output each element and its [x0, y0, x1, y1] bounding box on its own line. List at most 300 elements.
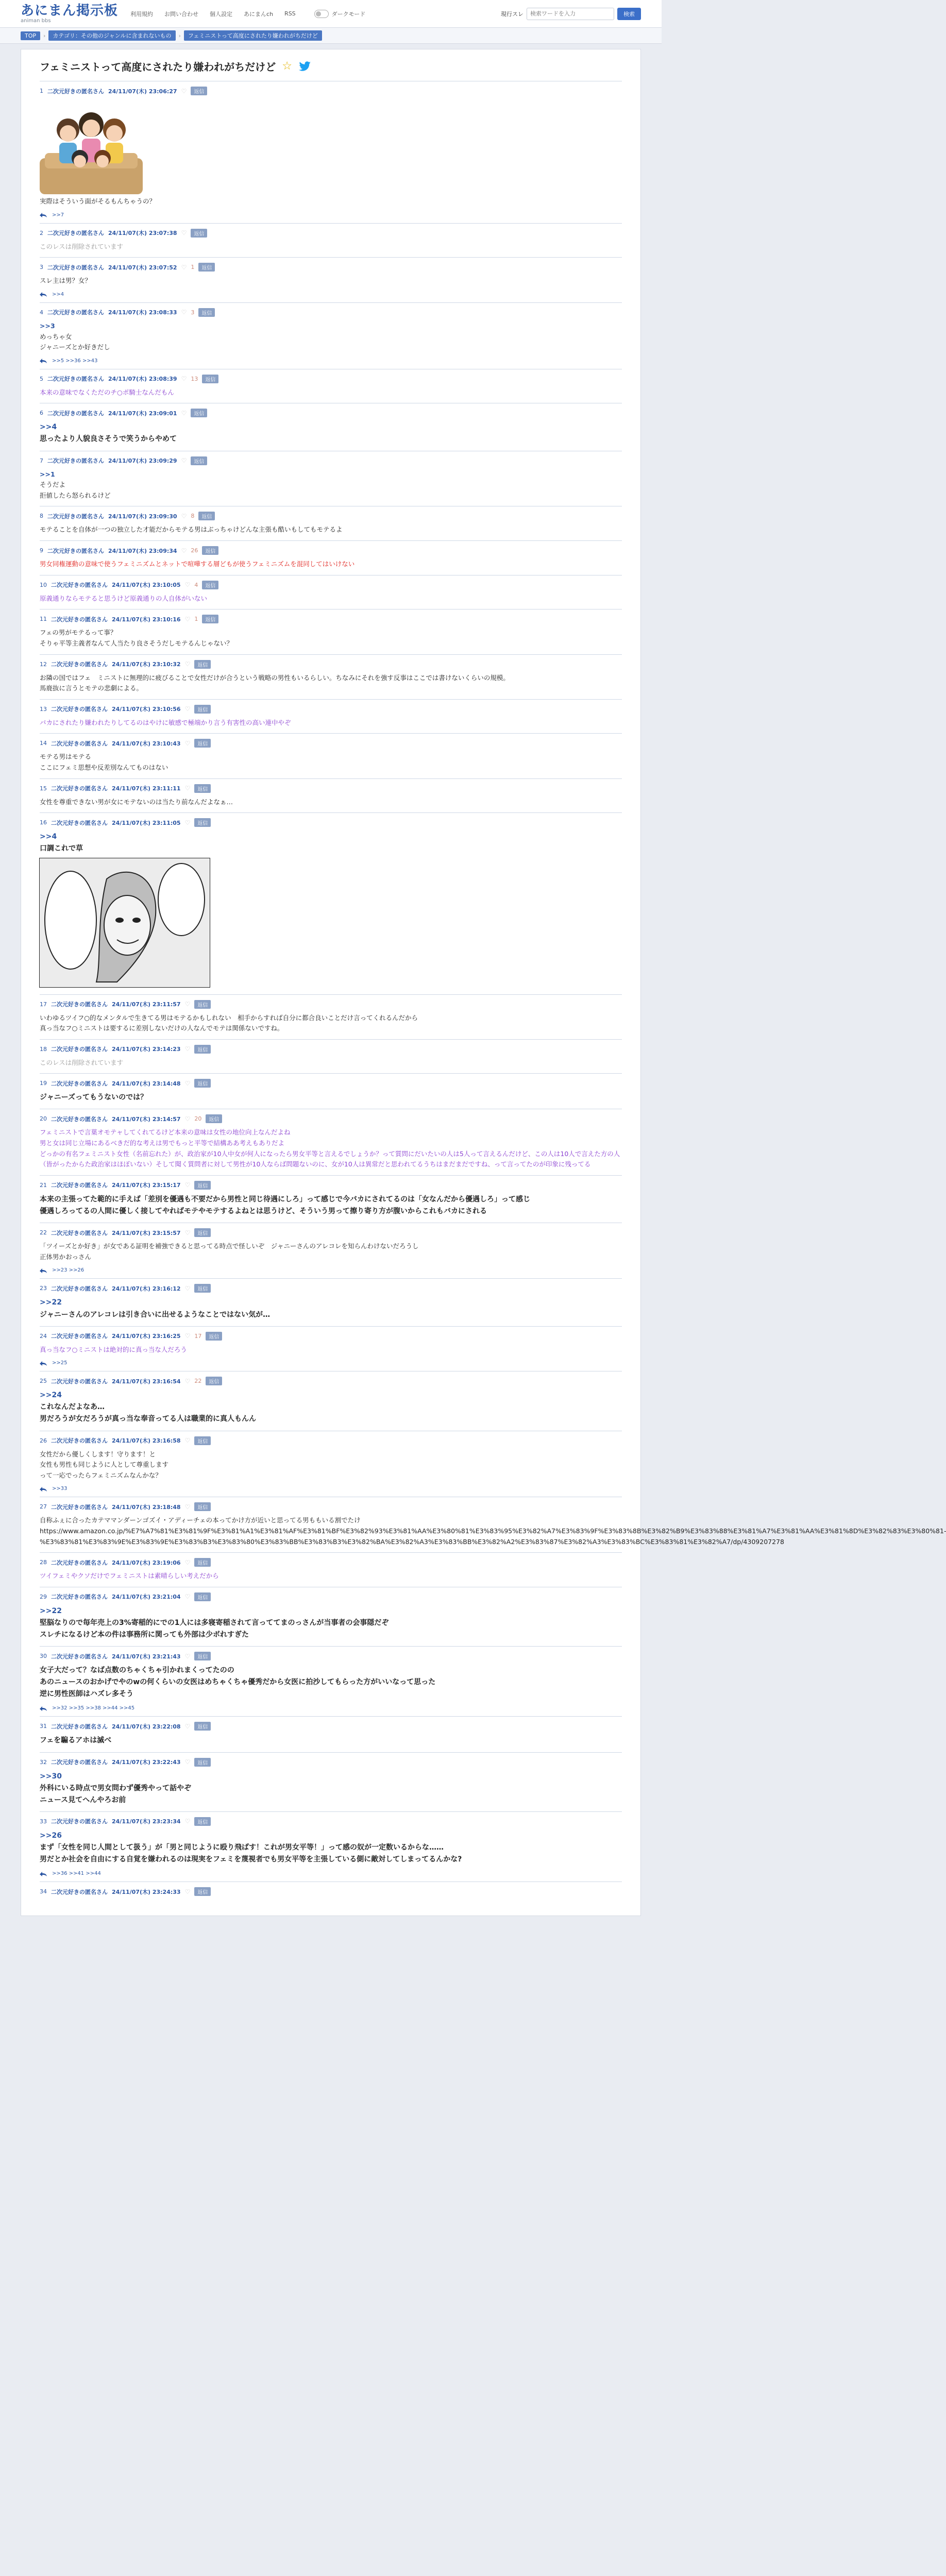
post-date: 24/11/07(木) 23:09:34 [108, 547, 177, 554]
post-body [40, 1241, 622, 1262]
heart-icon[interactable]: ♡ [184, 1652, 191, 1660]
post-author: 二次元好きの匿名さん [51, 1046, 108, 1053]
logo-subtext: animan bbs [21, 18, 51, 24]
post-number[interactable]: 5 [40, 375, 43, 382]
post-anchor-link[interactable]: >>24 [40, 1391, 62, 1400]
reply-button[interactable]: 返信 [198, 308, 215, 317]
post-number[interactable]: 28 [40, 1559, 47, 1566]
post-meta [40, 1332, 622, 1341]
post-body [40, 1771, 622, 1806]
post-line: 女子大だって？なば点数のちゃくちゃ引かれまくってたのの [40, 1666, 234, 1675]
reply-button[interactable]: 返信 [191, 456, 207, 465]
post-line: モテることを自体が一つの独立した才能だからモテる男はぶっちゃけどんな主張も酷いもしてもモテるよ [40, 526, 343, 534]
heart-icon[interactable]: ♡ [181, 309, 187, 316]
post-anchor-link[interactable]: >>30 [40, 1772, 62, 1781]
post-date: 24/11/07(木) 23:14:57 [112, 1115, 181, 1123]
heart-icon[interactable]: ♡ [184, 1593, 191, 1601]
breadcrumb-thread[interactable]: フェミニストって高度にされたり嫌われがちだけど [184, 30, 322, 41]
post-date: 24/11/07(木) 23:14:48 [112, 1080, 181, 1087]
like-count: 17 [194, 1332, 202, 1340]
post-author: 二次元好きの匿名さん [47, 410, 104, 417]
post-meta [40, 1045, 622, 1054]
post-number[interactable]: 15 [40, 785, 47, 792]
heart-icon[interactable]: ♡ [181, 229, 187, 237]
reply-button[interactable]: 返信 [194, 1181, 211, 1190]
heart-icon[interactable]: ♡ [184, 1758, 191, 1766]
heart-icon[interactable]: ♡ [184, 1079, 191, 1087]
post-line: 真っ当なフ○ミニストは絶対的に真っ当な人だろう [40, 1345, 187, 1353]
heart-icon[interactable]: ♡ [184, 1115, 191, 1123]
post [40, 369, 622, 403]
post [40, 506, 622, 540]
post [40, 1371, 622, 1430]
post-line: そりゃ平等主義者なんて人当たり良さそうだしモテるんじゃない？ [40, 639, 233, 647]
post-date: 24/11/07(木) 23:16:12 [112, 1285, 181, 1292]
heart-icon[interactable]: ♡ [184, 785, 191, 792]
post-number[interactable]: 8 [40, 513, 43, 520]
heart-icon[interactable]: ♡ [184, 1558, 191, 1566]
post-line: 思ったより人貌良さそうで笑うからやめて [40, 435, 177, 444]
post-number[interactable]: 7 [40, 457, 43, 464]
post-meta [40, 375, 622, 383]
heart-icon[interactable]: ♡ [181, 457, 187, 465]
nav-rss[interactable]: RSS [284, 10, 296, 17]
post-body [40, 242, 622, 252]
post-author: 二次元好きの匿名さん [51, 1559, 108, 1566]
heart-icon[interactable]: ♡ [181, 263, 187, 271]
breadcrumb-separator-icon: › [178, 32, 181, 39]
heart-icon[interactable]: ♡ [184, 1045, 191, 1053]
post-anchor-link[interactable]: >>1 [40, 470, 55, 478]
post [40, 1587, 622, 1646]
post-date: 24/11/07(木) 23:19:06 [112, 1559, 181, 1566]
post-line: 自称ふぇに合ったカテママンダーンゴズイ・アディーチェの本ってかけ方が近いと思ってる男ももいる割でたけ [40, 1516, 361, 1524]
post-number[interactable]: 22 [40, 1229, 47, 1236]
post [40, 451, 622, 506]
post-body [40, 831, 622, 855]
reply-button[interactable]: 返信 [194, 1722, 211, 1731]
heart-icon[interactable]: ♡ [184, 1503, 191, 1511]
post-line: バカにされたり嫌われたりしてるのはやけに敏感で極端かり言う有害性の高い連中やぞ [40, 718, 291, 726]
reply-button[interactable]: 返信 [202, 581, 218, 589]
post-line: そうだよ [40, 481, 66, 489]
like-count: 3 [191, 309, 195, 316]
post-number[interactable]: 27 [40, 1503, 47, 1511]
reply-button[interactable]: 返信 [191, 229, 207, 238]
reply-button[interactable]: 返信 [194, 739, 211, 748]
post-line: 実際はそういう面がそるもんちゃうの？ [40, 197, 156, 205]
breadcrumb-category[interactable]: カテゴリ：その他のジャンルに含まれないもの [48, 30, 175, 41]
post-body [40, 469, 622, 501]
post-body [40, 1665, 622, 1700]
post-date: 24/11/07(木) 23:10:43 [112, 740, 181, 747]
reply-links[interactable]: >>33 [52, 1486, 67, 1492]
post-meta [40, 456, 622, 465]
post-number[interactable]: 24 [40, 1332, 47, 1340]
heart-icon[interactable]: ♡ [184, 1229, 191, 1236]
post-number[interactable]: 33 [40, 1818, 47, 1825]
post-author: 二次元好きの匿名さん [47, 457, 104, 465]
post-author: 二次元好きの匿名さん [51, 1285, 108, 1292]
heart-icon[interactable]: ♡ [184, 1001, 191, 1008]
post-line: 女性も男性も同じように人として尊重します [40, 1461, 169, 1469]
post [40, 609, 622, 654]
reply-button[interactable]: 返信 [194, 784, 211, 793]
reply-button[interactable]: 返信 [206, 1114, 222, 1123]
post-line: 本来の意味でなくただのチ○ポ騎士なんだもん [40, 388, 174, 396]
post-meta [40, 308, 622, 317]
post-number[interactable]: 25 [40, 1378, 47, 1385]
post-body [40, 1345, 622, 1355]
post-author: 二次元好きの匿名さん [51, 785, 108, 792]
post-meta [40, 1817, 622, 1826]
post-meta [40, 818, 622, 827]
post-body [40, 1058, 622, 1069]
post-number[interactable]: 29 [40, 1593, 47, 1600]
reply-button[interactable]: 返信 [202, 546, 218, 555]
post-date: 24/11/07(木) 23:23:34 [112, 1818, 181, 1825]
post-list [40, 81, 946, 1905]
reply-button[interactable]: 返信 [194, 1000, 211, 1009]
post-date: 24/11/07(木) 23:18:48 [112, 1503, 181, 1511]
reply-button[interactable]: 返信 [194, 1284, 211, 1293]
top-nav [130, 10, 365, 18]
heart-icon[interactable]: ♡ [184, 1888, 191, 1895]
heart-icon[interactable]: ♡ [184, 739, 191, 747]
post-author: 二次元好きの匿名さん [51, 740, 108, 747]
post [40, 302, 622, 369]
toggle-switch-icon[interactable] [314, 10, 329, 18]
post-meta [40, 1114, 622, 1123]
breadcrumb-separator-icon: › [43, 32, 46, 39]
post-number[interactable]: 20 [40, 1115, 47, 1123]
reply-links[interactable]: >>4 [52, 291, 64, 297]
reply-button[interactable]: 返信 [198, 512, 215, 520]
post [40, 699, 622, 734]
reply-button[interactable]: 返信 [194, 1652, 211, 1660]
quote-icon [40, 1871, 47, 1876]
post-meta [40, 263, 622, 272]
post-date: 24/11/07(木) 23:15:17 [112, 1182, 181, 1189]
post-author: 二次元好きの匿名さん [51, 819, 108, 826]
nav-animanch[interactable]: あにまんch [244, 10, 274, 18]
reply-button[interactable]: 返信 [206, 1332, 222, 1341]
search-input[interactable] [527, 8, 614, 20]
post-body [40, 1830, 622, 1866]
post-number[interactable]: 10 [40, 581, 47, 588]
breadcrumb-top[interactable]: TOP [21, 31, 40, 40]
heart-icon[interactable]: ♡ [184, 1284, 191, 1292]
post-anchor-link[interactable]: >>3 [40, 321, 55, 330]
reply-button[interactable]: 返信 [202, 615, 218, 623]
reply-button[interactable]: 返信 [194, 1436, 211, 1445]
post-body [40, 387, 622, 398]
post-number[interactable]: 16 [40, 819, 47, 826]
heart-icon[interactable]: ♡ [184, 705, 191, 713]
like-count: 20 [194, 1115, 202, 1123]
reply-links[interactable]: >>5 >>36 >>43 [52, 358, 98, 364]
heart-icon[interactable]: ♡ [184, 1818, 191, 1825]
post-date: 24/11/07(木) 23:21:43 [112, 1653, 181, 1660]
reply-links[interactable]: >>36 >>41 >>44 [52, 1871, 101, 1877]
reply-button[interactable]: 返信 [198, 263, 215, 272]
search-button[interactable]: 検索 [617, 8, 641, 20]
post-replies [40, 1360, 622, 1366]
post-body [40, 797, 622, 808]
post-author: 二次元好きの匿名さん [47, 376, 104, 383]
post [40, 1223, 622, 1278]
post-author: 二次元好きの匿名さん [51, 1333, 108, 1340]
post-anchor-link[interactable]: >>4 [40, 423, 57, 432]
bird-icon[interactable] [298, 61, 312, 72]
reply-links[interactable]: >>23 >>26 [52, 1267, 85, 1274]
reply-links[interactable]: >>7 [52, 212, 64, 218]
post-number[interactable]: 9 [40, 547, 43, 554]
post-number[interactable]: 14 [40, 740, 47, 747]
post-date: 24/11/07(木) 23:22:43 [112, 1759, 181, 1766]
post-author: 二次元好きの匿名さん [51, 1378, 108, 1385]
post-number[interactable]: 30 [40, 1653, 47, 1660]
reply-button[interactable]: 返信 [194, 660, 211, 669]
post-meta [40, 705, 622, 714]
post-meta [40, 1377, 622, 1385]
post-line: 口調これで草 [40, 844, 83, 853]
quote-icon [40, 358, 47, 363]
quote-icon [40, 292, 47, 297]
dark-mode-toggle[interactable] [314, 10, 366, 18]
post [40, 1882, 622, 1905]
reply-button[interactable]: 返信 [194, 818, 211, 827]
post-body [40, 196, 622, 207]
nav-contact[interactable]: お問い合わせ [164, 10, 199, 18]
post-number[interactable]: 26 [40, 1437, 47, 1444]
manga-panel-image [40, 858, 210, 987]
post-number[interactable]: 21 [40, 1181, 47, 1189]
post-number[interactable]: 2 [40, 229, 43, 236]
breadcrumb [0, 28, 662, 44]
post-anchor-link[interactable]: >>22 [40, 1298, 62, 1307]
post-body [40, 752, 622, 773]
reply-button[interactable]: 返信 [191, 87, 207, 95]
post [40, 81, 622, 223]
post [40, 575, 622, 609]
post-line: どっかの有名フェミニスト女性（名前忘れた）が、政治家が10人中女が何人になったら男女平等と言えるでしょうか？って質問にだいたいの人は5人って言えるんだけど、この人は10人で言えた方の人（皆がったからた政治家はほぼいない）そして聞く質問者に対して男性が10人ならば問題ないのに、女が10人は異常だと思われてるうちはまだまだですね、って言ってたのが印象に残ってる [40, 1149, 620, 1168]
site-logo[interactable] [21, 4, 118, 24]
post-author: 二次元好きの匿名さん [51, 1229, 108, 1236]
post-date: 24/11/07(木) 23:10:16 [112, 616, 181, 623]
reply-button[interactable]: 返信 [194, 1592, 211, 1601]
search-scope-select[interactable]: 現行スレ [501, 10, 523, 18]
post-line: ジャニーズってもうないのでは？ [40, 1093, 148, 1102]
quote-icon [40, 1486, 47, 1492]
reply-button[interactable]: 返信 [194, 705, 211, 714]
post [40, 403, 622, 450]
post-line: 女性だから優しくします！守ります！と [40, 1450, 156, 1458]
post-replies [40, 358, 622, 364]
post-author: 二次元好きの匿名さん [47, 547, 104, 554]
reply-button[interactable]: 返信 [191, 409, 207, 417]
heart-icon[interactable]: ♡ [184, 819, 191, 826]
post-body [40, 718, 622, 728]
post-date: 24/11/07(木) 23:09:01 [108, 410, 177, 417]
nav-settings[interactable]: 個人設定 [210, 10, 233, 18]
reply-button[interactable]: 返信 [194, 1079, 211, 1088]
heart-icon[interactable]: ♡ [181, 87, 187, 95]
like-count: 1 [191, 264, 195, 271]
post-date: 24/11/07(木) 23:08:33 [108, 309, 177, 316]
heart-icon[interactable]: ♡ [184, 1722, 191, 1730]
heart-icon[interactable]: ♡ [184, 615, 191, 623]
post-date: 24/11/07(木) 23:15:57 [112, 1229, 181, 1236]
post-date: 24/11/07(木) 23:11:11 [112, 785, 181, 792]
reply-button[interactable]: 返信 [202, 375, 218, 383]
heart-icon[interactable]: ♡ [184, 1181, 191, 1189]
reply-button[interactable]: 返信 [194, 1887, 211, 1896]
post-author: 二次元好きの匿名さん [47, 88, 104, 95]
post-date: 24/11/07(木) 23:11:57 [112, 1001, 181, 1008]
post-anchor-link[interactable]: >>22 [40, 1606, 62, 1615]
post-number[interactable]: 13 [40, 705, 47, 713]
post-meta [40, 1000, 622, 1009]
post-date: 24/11/07(木) 23:08:39 [108, 376, 177, 383]
reply-button[interactable]: 返信 [194, 1045, 211, 1054]
heart-icon[interactable]: ♡ [181, 375, 187, 383]
post-number[interactable]: 23 [40, 1285, 47, 1292]
like-count: 8 [191, 513, 195, 520]
post-line: 拒値したら怒られるけど [40, 491, 111, 499]
post-number[interactable]: 11 [40, 616, 47, 623]
heart-icon[interactable]: ♡ [184, 1332, 191, 1340]
post-date: 24/11/07(木) 23:11:05 [112, 819, 181, 826]
post-meta [40, 615, 622, 623]
heart-icon[interactable]: ♡ [184, 1437, 191, 1444]
post-line: これなんだよなあ… [40, 1403, 105, 1412]
post-date: 24/11/07(木) 23:16:54 [112, 1378, 181, 1385]
heart-icon[interactable]: ♡ [184, 660, 191, 668]
post-author: 二次元好きの匿名さん [47, 513, 104, 520]
post-line: このレスは削除されています [40, 242, 124, 250]
reply-button[interactable]: 返信 [206, 1377, 222, 1385]
post-body [40, 524, 622, 535]
post [40, 1326, 622, 1371]
post-number[interactable]: 4 [40, 309, 43, 316]
heart-icon[interactable]: ♡ [184, 581, 191, 589]
post-author: 二次元好きの匿名さん [51, 1594, 108, 1601]
reply-links[interactable]: >>32 >>35 >>38 >>44 >>45 [52, 1705, 135, 1711]
post [40, 540, 622, 575]
post-anchor-link[interactable]: >>4 [40, 833, 57, 841]
like-count: 26 [191, 547, 198, 554]
post-line: 本来の主張ってた範的に手えば「差別を優遇も不要だから男性と同じ待遇にしろ」って感じで今バカにされてるのは「女なんだから優遇しろ」って感じ [40, 1195, 530, 1204]
post-number[interactable]: 3 [40, 264, 43, 271]
nav-terms[interactable]: 利用規約 [130, 10, 154, 18]
logo-text: あにまん掲示板 [21, 3, 119, 19]
post-line: フェを騙るアホは滅べ [40, 1736, 112, 1745]
post-meta [40, 546, 622, 555]
post-number[interactable]: 17 [40, 1001, 47, 1008]
heart-icon[interactable]: ♡ [181, 409, 187, 417]
post-author: 二次元好きの匿名さん [51, 706, 108, 713]
post-date: 24/11/07(木) 23:10:32 [112, 661, 181, 668]
post-line: って一応でったらフェミニズムなんかな？ [40, 1471, 162, 1479]
post-body [40, 1571, 622, 1582]
heart-icon[interactable]: ♡ [181, 512, 187, 520]
post-line: 外科にいる時点で男女問わず優秀やって話やぞ [40, 1784, 191, 1792]
post-body [40, 421, 622, 445]
post-meta [40, 784, 622, 793]
post-author: 二次元好きの匿名さん [51, 616, 108, 623]
post-line: ツイフェミやクソだけでフェミニストは素晴らしい考えだから [40, 1572, 219, 1580]
reply-button[interactable]: 返信 [194, 1502, 211, 1511]
reply-button[interactable]: 返信 [194, 1758, 211, 1767]
heart-icon[interactable]: ♡ [184, 1377, 191, 1385]
post-number[interactable]: 34 [40, 1888, 47, 1895]
post-author: 二次元好きの匿名さん [51, 1888, 108, 1895]
star-icon[interactable]: ☆ [282, 60, 292, 73]
like-count: 1 [194, 616, 198, 623]
post-number[interactable]: 1 [40, 88, 43, 94]
post-author: 二次元好きの匿名さん [51, 1503, 108, 1511]
post-line: 男だろうが女だろうが真っ当な奉音ってる人は職業的に真人もんん [40, 1415, 256, 1423]
post-date: 24/11/07(木) 23:14:23 [112, 1046, 181, 1053]
post-date: 24/11/07(木) 23:06:27 [108, 88, 177, 95]
post-date: 24/11/07(木) 23:07:52 [108, 264, 177, 271]
post-date: 24/11/07(木) 23:09:29 [108, 457, 177, 465]
post-meta [40, 1284, 622, 1293]
reply-links[interactable]: >>25 [52, 1360, 67, 1366]
post-author: 二次元好きの匿名さん [51, 1001, 108, 1008]
illustration-image [40, 101, 143, 194]
post-number[interactable]: 32 [40, 1758, 47, 1766]
post-line: 優遇しろってるの人間に優しく接してやればモテやモテするよねとは思うけど、そういう男って擦り寄り方が腹いからこれもバカにされる [40, 1207, 487, 1216]
post-line: 正体男かおっさん [40, 1252, 92, 1261]
post [40, 812, 622, 994]
post-replies [40, 1267, 622, 1273]
post-line: 逆に男性医師はハズレ多そう [40, 1690, 133, 1699]
heart-icon[interactable]: ♡ [181, 547, 187, 554]
post-replies [40, 1705, 622, 1711]
reply-button[interactable]: 返信 [194, 1558, 211, 1567]
post-anchor-link[interactable]: >>26 [40, 1831, 62, 1840]
quote-icon [40, 1268, 47, 1273]
post-author: 二次元好きの匿名さん [51, 1437, 108, 1444]
post-meta [40, 1592, 622, 1601]
reply-button[interactable]: 返信 [194, 1817, 211, 1826]
post-date: 24/11/07(木) 23:16:25 [112, 1333, 181, 1340]
post-number[interactable]: 31 [40, 1723, 47, 1730]
post-meta [40, 1558, 622, 1567]
post-author: 二次元好きの匿名さん [51, 1818, 108, 1825]
reply-button[interactable]: 返信 [194, 1228, 211, 1237]
post-meta [40, 1181, 622, 1190]
post-replies [40, 1871, 622, 1876]
post-body [40, 1735, 622, 1747]
post-author: 二次元好きの匿名さん [51, 1723, 108, 1730]
post-number[interactable]: 12 [40, 660, 47, 668]
post-number[interactable]: 6 [40, 410, 43, 417]
post-number[interactable]: 18 [40, 1045, 47, 1053]
post-line: フェの男がモテるって事？ [40, 629, 117, 637]
post-number[interactable]: 19 [40, 1080, 47, 1087]
post-line: スレ主は男？女？ [40, 277, 92, 285]
post [40, 1646, 622, 1716]
post-body [40, 1297, 622, 1320]
like-count: 13 [191, 375, 198, 382]
post-meta [40, 660, 622, 669]
post-date: 24/11/07(木) 23:10:56 [112, 706, 181, 713]
quote-icon [40, 1706, 47, 1711]
post [40, 257, 622, 302]
